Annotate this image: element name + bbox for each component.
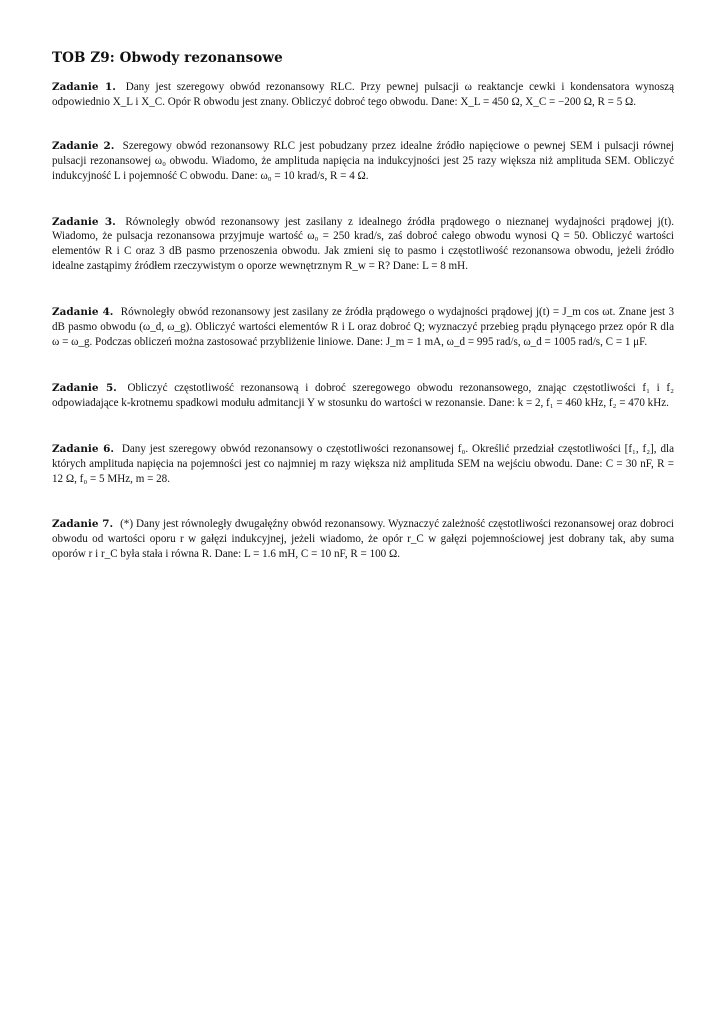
problem-2-label: Zadanie 2. xyxy=(52,139,115,152)
problem-2 xyxy=(52,139,674,184)
problem-5-label: Zadanie 5. xyxy=(52,381,117,394)
problem-3-text: Równoległy obwód rezonansowy jest zasilany z idealnego źródła prądowego o nieznanej wydajności prądowej j(t). Wiadomo, że pulsacja rezonansowa przyjmuje wartość ω₀ = 250 krad/s, zaś dobroć całego obwodu wynosi Q = 50. Obliczyć wartości elementów R i C oraz 3 dB pasmo przenoszenia obwodu. Jak zmieni się to pasmo i częstotliwość rezonansowa obwodu, jeżeli źródło idealne zastąpimy źródłem rzeczywistym o oporze wewnętrznym R_w = R? Dane: L = 8 mH. xyxy=(52,215,674,273)
problem-1 xyxy=(52,80,674,110)
problem-1-text: Dany jest szeregowy obwód rezonansowy RLC. Przy pewnej pulsacji ω reaktancje cewki i kondensatora wynoszą odpowiednio X_L i X_C. Opór R obwodu jest znany. Obliczyć dobroć tego obwodu. Dane: X_L = 450 Ω, X_C = −200 Ω, R = 5 Ω. xyxy=(52,81,674,108)
document-title: TOB Z9: Obwody rezonansowe xyxy=(52,50,283,66)
problem-4-text: Równoległy obwód rezonansowy jest zasilany ze źródła prądowego o wydajności prądowej j(t) = J_m cos ωt. Znane jest 3 dB pasmo obwodu (ω_d, ω_g). Obliczyć wartości elementów R i L oraz dobroć Q; wyznaczyć przebieg prądu płynącego przez opór R dla ω = ω_g. Podczas obliczeń można zastosować przybliżenie liniowe. Dane: J_m = 1 mA, ω_d = 995 rad/s, ω_d = 1005 rad/s, C = 1 μF. xyxy=(52,306,674,348)
document-page xyxy=(52,50,674,562)
problem-6-text: Dany jest szeregowy obwód rezonansowy o częstotliwości rezonansowej f₀. Określić przedział częstotliwości [f₁, f₂], dla których amplituda napięcia na pojemności jest co najmniej m razy większa niż amplituda SEM na wejściu obwodu. Dane: C = 30 nF, R = 12 Ω, f₀ = 5 MHz, m = 28. xyxy=(52,442,674,485)
problem-3 xyxy=(52,215,674,275)
problem-7 xyxy=(52,517,674,562)
problem-7-text: (*) Dany jest równoległy dwugałęźny obwód rezonansowy. Wyznaczyć zależność częstotliwości rezonansowej oraz dobroci obwodu od wartości oporu r w gałęzi indukcyjnej, jeżeli wiadomo, że opór r_C w gałęzi pojemnościowej jest dobrany tak, aby suma oporów r i r_C była stała i równa R. Dane: L = 1.6 mH, C = 10 nF, R = 100 Ω. xyxy=(52,518,674,561)
problem-1-label: Zadanie 1. xyxy=(52,81,116,93)
problem-6 xyxy=(52,442,674,487)
problem-4 xyxy=(52,305,674,350)
problem-5-text: Obliczyć częstotliwość rezonansową i dobroć szeregowego obwodu rezonansowego, znając częstotliwości f₁ i f₂ odpowiadające k-krotnemu spadkowi modułu admitancji Y w stosunku do wartości w rezonansie. Dane: k = 2, f₁ = 460 kHz, f₂ = 470 kHz. xyxy=(52,381,674,409)
problem-4-label: Zadanie 4. xyxy=(52,306,114,319)
problem-2-text: Szeregowy obwód rezonansowy RLC jest pobudzany przez idealne źródło napięciowe o pewnej SEM i pulsacji równej pulsacji rezonansowej ω₀ obwodu. Wiadomo, że amplituda napięcia na indukcyjności jest 25 razy większa niż amplituda SEM. Obliczyć indukcyjność L i pojemność C obwodu. Dane: ω₀ = 10 krad/s, R = 4 Ω. xyxy=(52,139,674,182)
problem-3-label: Zadanie 3. xyxy=(52,215,116,228)
problem-6-label: Zadanie 6. xyxy=(52,442,114,455)
problem-7-label: Zadanie 7. xyxy=(52,518,114,531)
problem-5 xyxy=(52,381,674,411)
